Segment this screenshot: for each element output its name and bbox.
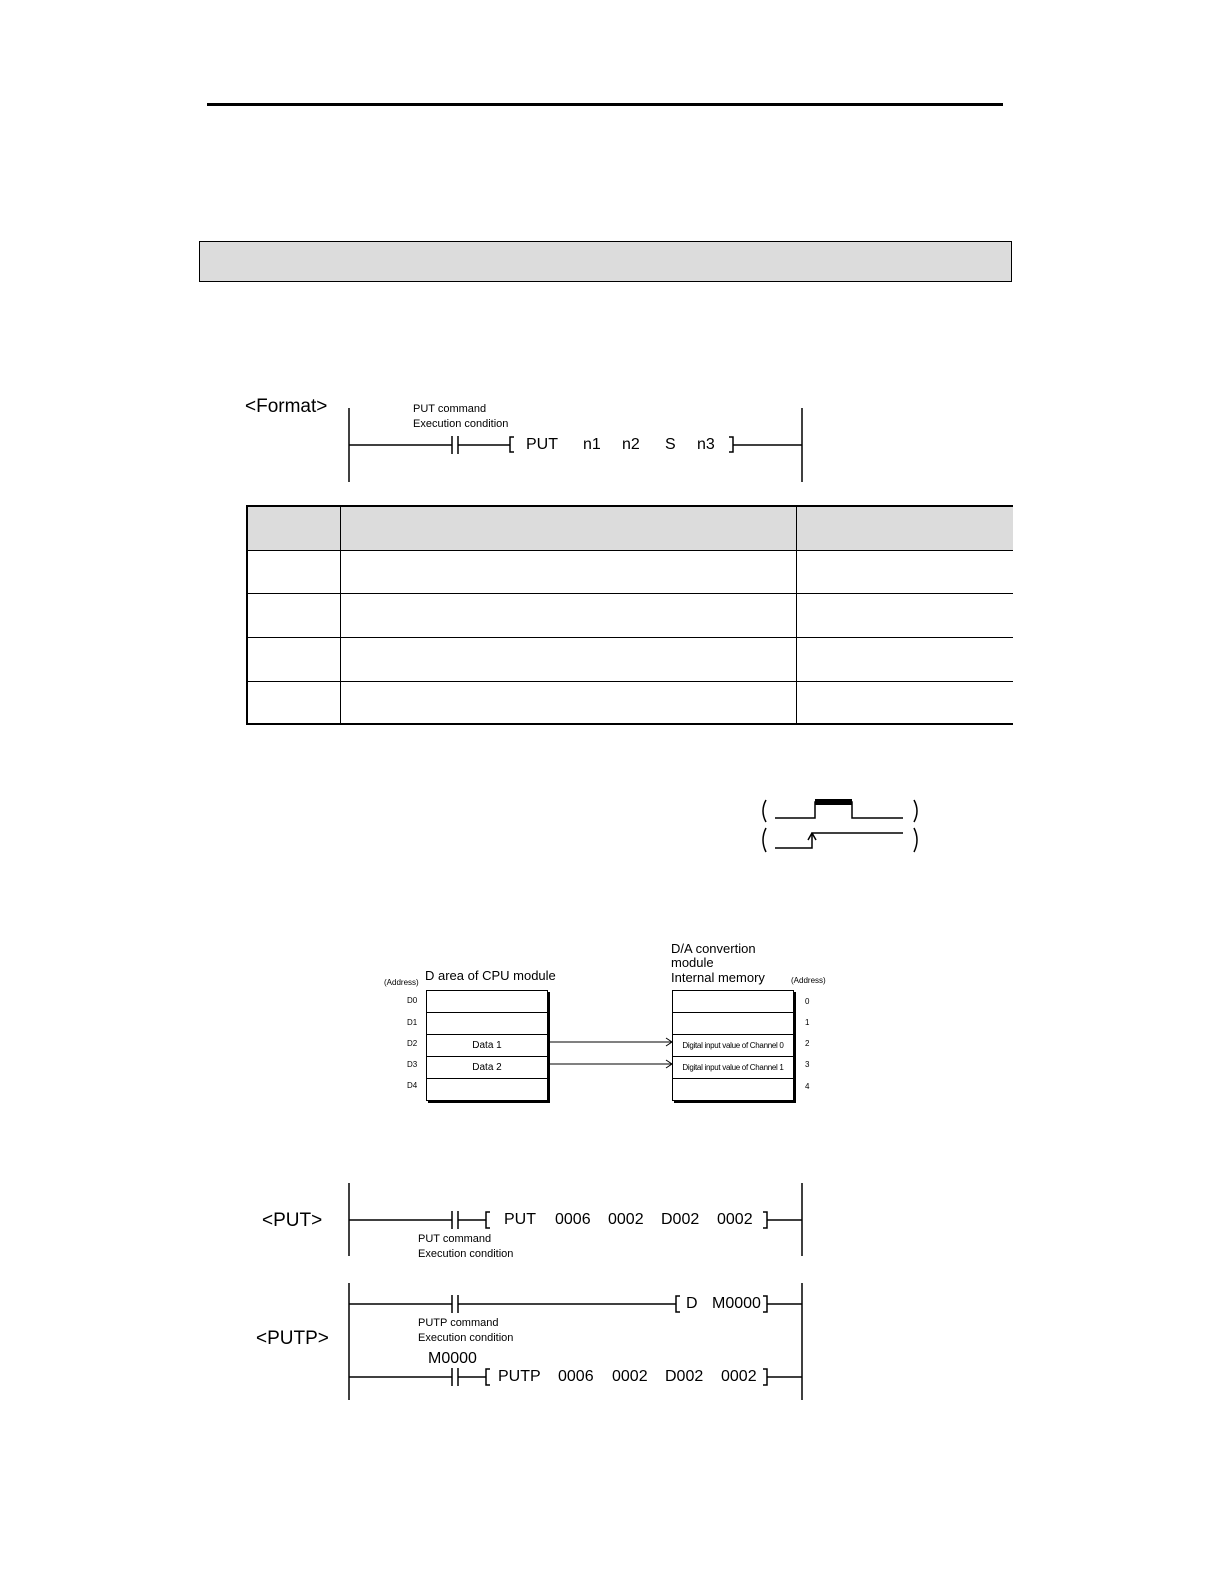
table-row <box>247 550 1013 593</box>
put-instruction: PUT <box>504 1211 536 1228</box>
da-address-label: (Address) <box>791 976 826 985</box>
putp-coil: D <box>686 1295 698 1312</box>
table-row <box>247 593 1013 637</box>
da-address: 4 <box>805 1082 810 1091</box>
da-title-line1: D/A convertion <box>671 941 756 956</box>
table-header-cell <box>247 506 341 550</box>
put-operand-2: 0002 <box>608 1211 644 1228</box>
putp-contact-label: M0000 <box>428 1350 477 1367</box>
table-cell <box>797 550 1014 593</box>
da-memory-cell: Digital input value of Channel 1 <box>673 1057 793 1079</box>
table-cell <box>247 593 341 637</box>
table-cell <box>797 593 1014 637</box>
cpu-memory-cell <box>427 1079 547 1100</box>
put-operand-3: D002 <box>661 1211 700 1228</box>
putp-coil-device: M0000 <box>712 1295 761 1312</box>
operand-table <box>246 505 1013 725</box>
putp-example-label: <PUTP> <box>256 1328 329 1349</box>
da-memory-cell <box>673 991 793 1013</box>
put-operand-4: 0002 <box>717 1211 753 1228</box>
da-address: 1 <box>805 1018 810 1027</box>
table-cell <box>341 637 797 681</box>
format-operand-s: S <box>665 436 676 453</box>
format-label: <Format> <box>245 396 328 417</box>
cpu-memory-cell <box>427 1013 547 1035</box>
table-header-row <box>247 506 1013 550</box>
table-cell <box>797 681 1014 724</box>
format-instruction: PUT <box>526 436 558 453</box>
table-cell <box>341 550 797 593</box>
cpu-address: D4 <box>407 1081 418 1090</box>
cpu-memory-cell: Data 2 <box>427 1057 547 1079</box>
da-address: 2 <box>805 1039 810 1048</box>
putp-operand-4: 0002 <box>721 1368 757 1385</box>
put-example-label: <PUT> <box>262 1210 323 1231</box>
da-memory-block <box>672 990 794 1101</box>
table-cell <box>341 593 797 637</box>
da-memory-cell <box>673 1079 793 1100</box>
format-operand-n3: n3 <box>697 436 715 453</box>
putp-operand-1: 0006 <box>558 1368 594 1385</box>
table-row <box>247 637 1013 681</box>
da-address: 3 <box>805 1060 810 1069</box>
cpu-memory-block <box>426 990 548 1101</box>
put-cond-line2: Execution condition <box>418 1248 514 1260</box>
cpu-address: D1 <box>407 1018 418 1027</box>
cpu-address: D3 <box>407 1060 418 1069</box>
da-address: 0 <box>805 997 810 1006</box>
format-cond-line2: Execution condition <box>413 418 509 430</box>
da-title-line2: module <box>671 955 714 970</box>
putp-operand-2: 0002 <box>612 1368 648 1385</box>
putp-instruction: PUTP <box>498 1368 541 1385</box>
cpu-memory-title: D area of CPU module <box>425 968 556 983</box>
putp-cond-line1: PUTP command <box>418 1317 499 1329</box>
cpu-memory-cell <box>427 991 547 1013</box>
table-row <box>247 681 1013 724</box>
table-header-cell <box>797 506 1014 550</box>
table-header-cell <box>341 506 797 550</box>
table-cell <box>247 550 341 593</box>
format-operand-n2: n2 <box>622 436 640 453</box>
format-cond-line1: PUT command <box>413 403 487 415</box>
table-cell <box>247 681 341 724</box>
table-cell <box>341 681 797 724</box>
putp-cond-line2: Execution condition <box>418 1332 514 1344</box>
da-memory-cell <box>673 1013 793 1035</box>
cpu-address: D0 <box>407 996 418 1005</box>
format-operand-n1: n1 <box>583 436 601 453</box>
cpu-memory-cell: Data 1 <box>427 1035 547 1057</box>
put-cond-line1: PUT command <box>418 1233 492 1245</box>
cpu-address-label: (Address) <box>384 978 419 987</box>
da-memory-cell: Digital input value of Channel 0 <box>673 1035 793 1057</box>
cpu-address: D2 <box>407 1039 418 1048</box>
table-cell <box>797 637 1014 681</box>
table-cell <box>247 637 341 681</box>
put-operand-1: 0006 <box>555 1211 591 1228</box>
putp-operand-3: D002 <box>665 1368 704 1385</box>
da-title-line3: Internal memory <box>671 970 765 985</box>
